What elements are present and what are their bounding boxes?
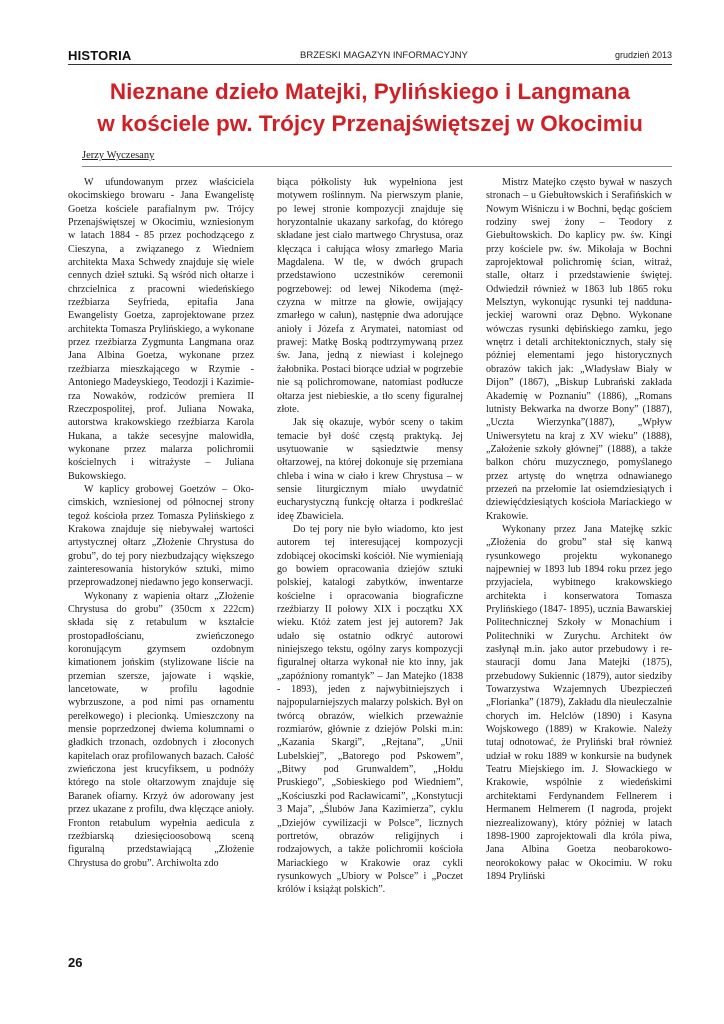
page-header: [0, 0, 724, 70]
issue-date: grudzień 2013: [614, 50, 672, 60]
text-column-1: [68, 176, 254, 940]
paragraph: Mistrz Matejko często bywał w naszych stronach – u Giebułtowskich i Serafińskich w Nowym Wiśniczu i w Bochni, będąc gościem rodziny swej żony – Teodory z Giebułtowskich. Do kaplicy pw. św. Kingi przy kościele pw. św. Mikołaja w Bochni zaprojektował polichromię ścian, witraż, stalle, ołtarz i przedstawienie świętej. Odwiedził również w 1863 lub 1865 roku Melsztyn, wykonując rysunki tej naddunajeckiej warowni oraz Dębno. Wykonane wówczas rysunki dębińskiego zamku, jego wnętrz i detali architektonicznych, stały się później elementami jego historycznych obrazów takich jak: „Władysław Biały w Dijon” (1867), „Biskup Lubrański zakłada Akademię w Poznaniu” (1886), „Romans lutnisty Bekwarka na dworze Bony” (1887), „Uczta Wierzynka”(1887), „Wpływ Uniwersytetu na kraj z XV wieku” (1888), „Założenie szkoły głównej” (1888), a także balkon chóru muzycznego, pomyślanego przez artystę do wnętrza odnawianego przezeń na przełomie lat osiemdziesiątych i dziewięćdziesiątych kościoła Mariackiego w Krakowie.: [486, 177, 672, 522]
article-title-line-2: w kościele pw. Trójcy Przenajświętszej w Okocimiu: [97, 111, 643, 136]
text-column-3: [486, 176, 672, 940]
magazine-name: BRZESKI MAGAZYN INFORMACYJNY: [300, 50, 468, 61]
paragraph: Wykonany przez Jana Matejkę szkic „Złożenia do grobu” stał się kanwą rysunkowego projektu wykonanego najpewniej w 1893 lub 1894 roku przez jego przyjaciela, wybitnego krakowskiego architekta i konserwatora Tomasza Prylińskiego (1847- 1895), ucznia Bawarskiej Politechnicznej Szkoły w Monachium i Politechniki w Zurychu. Architekt ów zasłynął m.in. jako autor przebudowy i restauracji domu Jana Matejki (1875), przebudowy Sukiennic (1879), autor siedziby Towarzystwa Wzajemnych Ubezpieczeń „Florianka” (1879), Zakładu dla nieuleczalnie chorych im. Helclów (1890) i Kasyna Wojskowego (1889) w Krakowie. Należy tutaj odnotować, że Pryliński brał również udział w roku 1889 w konkursie na budynek Teatru Miejskiego im. J. Słowackiego w Krakowie, wspólnie z wiedeńskimi architektami Ferdynandem Fellnerem i Hermanem Helmerem (I nagroda, projekt niezrealizowany), który później w latach 1898-1900 zaprojektowali dla króla piwa, Jana Albina Goetza neobarokowo- neorokokowy pałac w Okocimiu. W roku 1894 Pryliński: [486, 523, 672, 882]
article-title: [68, 76, 672, 140]
paragraph: biąca półkolisty łuk wypełniona jest motywem roślinnym. Na pierwszym planie, po lewej stronie kompozycji znajduje się horyzontalnie ukazany sarkofag, do którego składane jest ciało martwego Chrystusa, oraz klęcząca i całująca włosy zmarłego Maria Magdalena. W tle, w dwóch grupach przedstawiono uczestników ceremonii pogrzebowej: od lewej Nikodema (mężczyzna w mitrze na głowie, owijający zmarłego w całun), następnie dwa adorujące anioły i Józefa z Arymatei, natomiast od prawej: Matkę Boską podtrzymywaną przez św. Jana, jedną z niewiast i kolejnego żałobnika. Postaci biorące udział w pogrzebie nie są polichromowane, natomiast podłucze ołtarza jest niebieskie, a tło sceny figuralnej złote.: [277, 177, 463, 415]
article-body: [68, 176, 672, 940]
page-number: 26: [68, 955, 83, 970]
author-divider: [82, 166, 672, 167]
paragraph: Jak się okazuje, wybór sceny o takim temacie był dość częstą praktyką. Jej usytuowanie w sąsiedztwie mensy ołtarzowej, na której dokonuje się przemiana chleba i wina w ciało i krew Chrystusa – w sensie liturgicznym miało uwydatnić eucharystyczną funkcję ołtarza i podkreślać ideę Zbawiciela.: [277, 417, 463, 522]
article-title-line-1: Nieznane dzieło Matejki, Pylińskiego i Langmana: [109, 79, 631, 104]
paragraph: W kaplicy grobowej Goetzów – Okocimskich, wzniesionej od północnej strony tegoż kościoła przez Tomasza Pylińskiego z Krakowa znajduje się niebywałej wartości artystycznej ołtarz „Złożenie Chrystusa do grobu”, do tej pory niezbudzający większego zainteresowania historyków sztuki, mimo przeprowadzonej niedawno jego konserwacji.: [68, 483, 254, 589]
section-name: HISTORIA: [68, 48, 132, 63]
paragraph: W ufundowanym przez właściciela okocimskiego browaru - Jana Ewangelistę Goetza kościele parafialnym pw. Trójcy Przenajświętszej w Okocimiu, wzniesionym w latach 1884 - 85 przez pochodzącego z Cieszyna, a związanego z Wiedniem architekta Maxa Schwedy znajduje się wiele cennych dzieł sztuki. Są wśród nich ołtarze i chrzcielnica z pracowni wiedeńskiego rzeźbiarza Seyfrieda, epitafia Jana Ewangelisty Goetza, zaprojektowane przez architekta Tomasza Prylińskiego, a wykonane przez rzeźbiarza Zygmunta Langmana oraz Jana Albina Goetza, wykonane przez rzeźbiarza mieszkającego w Rzymie - Antoniego Madeyskiego, Teodozji i Kazimierza Nowaków, rodziców premiera II Rzeczpospolitej, prof. Juliana Nowaka, autorstwa krakowskiego rzeźbiarza Karola Hukana, a także secesyjne malowidła, wykonane przez malarza polichromii kościelnych i witrażyste – Juliana Bukowskiego.: [68, 177, 254, 482]
article-author: Jerzy Wyczesany: [82, 150, 155, 161]
header-divider: [68, 64, 672, 65]
text-column-2: [277, 176, 463, 940]
paragraph: Wykonany z wapienia ołtarz „Złożenie Chrystusa do grobu” (350cm x 222cm) składa się z retabulum w kształcie prostopadłościanu, zwieńczonego koronującym gzymsem ozdobnym kimationem jońskim (stylizowane liście na przemian szersze, jajowate i wąskie, lancetowate, w profilu łagodnie wybrzuszone, a pod nimi pas ornamentu perełkowego) i plecionką. Umieszczony na mensie poprzedzonej dwiema kolumnami o gładkich trzonach, ozdobnych i złoconych kapitelach oraz profilowanych bazach. Całość zwieńczona jest krucyfiksem, u podnóży którego na stole ołtarzowym znajduje się Baranek ofiarny. Krzyż ów adorowany jest przez ukazane z profilu, dwa klęczące anioły. Fronton retabulum wypełnia aedicula z rzeźbiarską dziesięcioosobową sceną figuralną przedstawiającą „Złożenie Chrystusa do grobu”. Archiwolta zdo: [68, 590, 254, 869]
paragraph: Do tej pory nie było wiadomo, kto jest autorem tej interesującej kompozycji zdobiącej okocimski kościół. Nie wymieniają go bowiem opracowania dziejów sztuki polskiej, katalogi zabytków, inwentarze kościelne i opracowania biograficzne rzeźbiarzy II połowy XIX i początku XX wieku. Któż zatem jest jej autorem? Jak udało się ostatnio odkryć autorowi niniejszego tekstu, ogólny zarys kompozycji figuralnej ołtarza wykonał nie kto inny, jak „zapóźniony romantyk” – Jan Matejko (1838 - 1893), jeden z najwybitniejszych i najpopularniejszych malarzy polskich. Był on twórcą obrazów, wielkich przeważnie rozmiarów, głównie z dziejów Polski m.in: „Kazania Skargi”, „Rejtana”, „Unii Lubelskiej”, „Batorego pod Pskowem”, „Bitwy pod Grunwaldem”, „Hołdu Pruskiego”, „Sobieskiego pod Wiedniem”, „Kościuszki pod Racławicami”, „Konstytucji 3 Maja”, „Ślubów Jana Kazimierza”, cyklu „Dziejów cywilizacji w Polsce”, licznych portretów, obrazów religijnych i rodzajowych, a także polichromii kościoła Mariackiego w Krakowie oraz cykli rysunkowych „Ubiory w Polsce” i „Poczet królów i książąt polskich”.: [277, 523, 463, 896]
